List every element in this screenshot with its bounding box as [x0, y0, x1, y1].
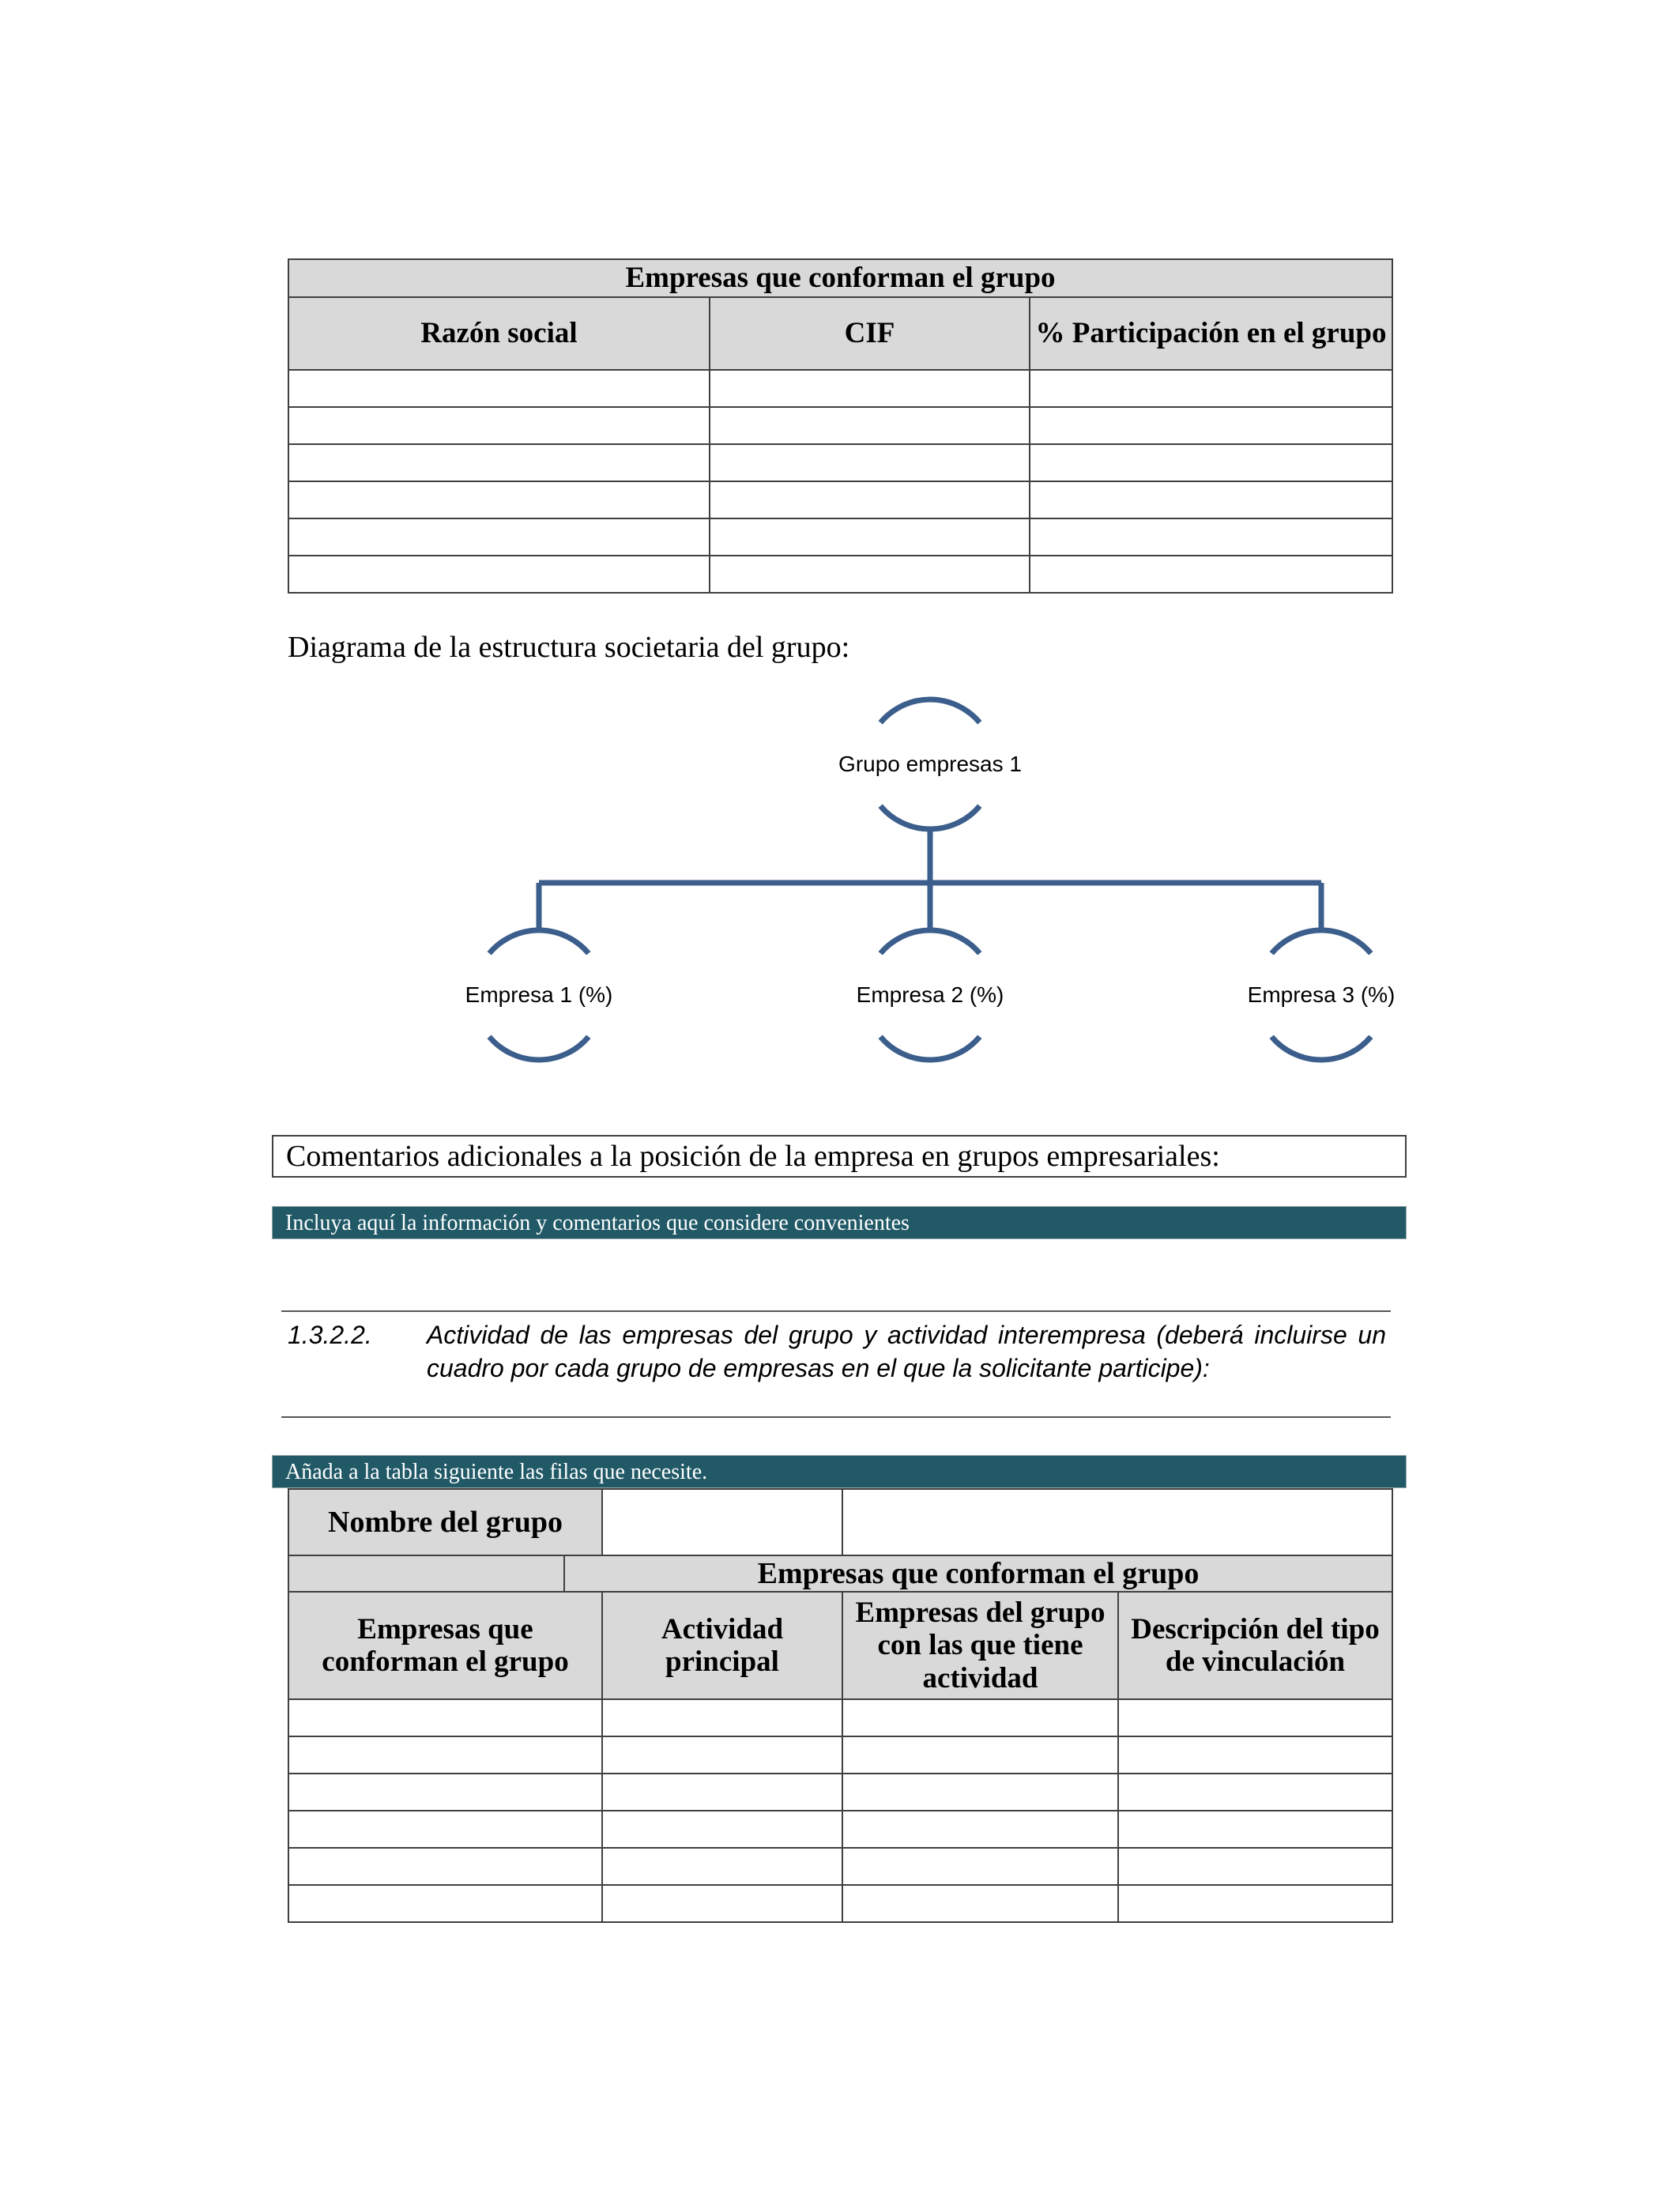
- table-cell[interactable]: [288, 518, 710, 556]
- diagram-label: Diagrama de la estructura societaria del grupo:: [288, 631, 850, 664]
- table-cell[interactable]: [288, 444, 710, 481]
- table-cell[interactable]: [710, 518, 1030, 556]
- table-cell[interactable]: [602, 1774, 842, 1811]
- org-node-empresa-1-label: Empresa 1 (%): [465, 982, 613, 1007]
- table-cell[interactable]: [1030, 370, 1392, 407]
- section-heading: [281, 1310, 1391, 1418]
- companies-table: [288, 258, 1393, 594]
- table-cell[interactable]: [1118, 1811, 1392, 1848]
- table-row: [288, 1774, 1392, 1811]
- table-cell[interactable]: [288, 1885, 602, 1922]
- table-cell[interactable]: [288, 1736, 602, 1774]
- column-header-razon-social: Razón social: [288, 297, 710, 370]
- table-cell[interactable]: [1118, 1774, 1392, 1811]
- column-header-empresas: Empresas que conforman el grupo: [288, 1592, 602, 1699]
- table-row: [288, 1885, 1392, 1922]
- group-table-title: Empresas que conforman el grupo: [564, 1555, 1392, 1592]
- comments-input-banner[interactable]: Incluya aquí la información y comentarios que considere convenientes: [272, 1206, 1407, 1239]
- table-cell[interactable]: [1118, 1848, 1392, 1885]
- table-cell[interactable]: [710, 370, 1030, 407]
- section-title: Actividad de las empresas del grupo y actividad interempresa (deberá incluirse un cuadro por cada grupo de empresas en el que la solicitante participe):: [427, 1321, 1386, 1382]
- comments-heading: Comentarios adicionales a la posición de la empresa en grupos empresariales:: [272, 1135, 1407, 1178]
- table-row: [288, 556, 1392, 593]
- group-activity-table: [288, 1488, 1393, 1923]
- table-cell[interactable]: [1030, 556, 1392, 593]
- table-cell[interactable]: [1118, 1885, 1392, 1922]
- column-header-cif: CIF: [710, 297, 1030, 370]
- column-header-vinculacion: Descripción del tipo de vinculación: [1118, 1592, 1392, 1699]
- table-cell[interactable]: [842, 1774, 1118, 1811]
- column-header-participacion: % Participación en el grupo: [1030, 297, 1392, 370]
- table-cell[interactable]: [710, 407, 1030, 444]
- table-cell[interactable]: [842, 1848, 1118, 1885]
- table-cell[interactable]: [842, 1885, 1118, 1922]
- companies-table-title: Empresas que conforman el grupo: [288, 259, 1392, 297]
- table-cell[interactable]: [602, 1736, 842, 1774]
- table-row: [288, 1736, 1392, 1774]
- table-cell[interactable]: [288, 556, 710, 593]
- table-cell[interactable]: [288, 370, 710, 407]
- table-cell[interactable]: [1030, 407, 1392, 444]
- column-header-empresas-relacionadas: Empresas del grupo con las que tiene actividad: [842, 1592, 1118, 1699]
- group-name-extra-cell[interactable]: [842, 1489, 1392, 1555]
- add-rows-banner: Añada a la tabla siguiente las filas que necesite.: [272, 1455, 1407, 1488]
- table-row: [288, 1848, 1392, 1885]
- table-row: [288, 518, 1392, 556]
- table-cell[interactable]: [602, 1885, 842, 1922]
- table-cell[interactable]: [288, 1848, 602, 1885]
- table-cell[interactable]: [842, 1699, 1118, 1736]
- table-cell[interactable]: [288, 1774, 602, 1811]
- group-table-blank-header: [288, 1555, 564, 1592]
- org-node-empresa-3-label: Empresa 3 (%): [1247, 982, 1396, 1007]
- table-cell[interactable]: [288, 1811, 602, 1848]
- table-row: [288, 1811, 1392, 1848]
- column-header-actividad: Actividad principal: [602, 1592, 842, 1699]
- table-cell[interactable]: [288, 407, 710, 444]
- table-cell[interactable]: [1030, 518, 1392, 556]
- table-row: [288, 481, 1392, 518]
- table-cell[interactable]: [842, 1736, 1118, 1774]
- table-cell[interactable]: [602, 1848, 842, 1885]
- org-node-empresa-2-label: Empresa 2 (%): [856, 982, 1004, 1007]
- table-cell[interactable]: [710, 481, 1030, 518]
- group-name-label: Nombre del grupo: [288, 1489, 602, 1555]
- table-row: [288, 370, 1392, 407]
- group-name-input[interactable]: [602, 1489, 842, 1555]
- table-row: [288, 1699, 1392, 1736]
- table-row: [288, 444, 1392, 481]
- table-cell[interactable]: [288, 1699, 602, 1736]
- org-chart-connectors: [539, 829, 1321, 930]
- table-cell[interactable]: [710, 556, 1030, 593]
- table-cell[interactable]: [1118, 1699, 1392, 1736]
- table-cell[interactable]: [1030, 444, 1392, 481]
- table-cell[interactable]: [1030, 481, 1392, 518]
- table-cell[interactable]: [602, 1699, 842, 1736]
- table-cell[interactable]: [288, 481, 710, 518]
- org-node-root-label: Grupo empresas 1: [838, 752, 1022, 776]
- section-number: 1.3.2.2.: [288, 1321, 372, 1349]
- table-cell[interactable]: [1118, 1736, 1392, 1774]
- table-cell[interactable]: [602, 1811, 842, 1848]
- table-cell[interactable]: [842, 1811, 1118, 1848]
- table-row: [288, 407, 1392, 444]
- table-cell[interactable]: [710, 444, 1030, 481]
